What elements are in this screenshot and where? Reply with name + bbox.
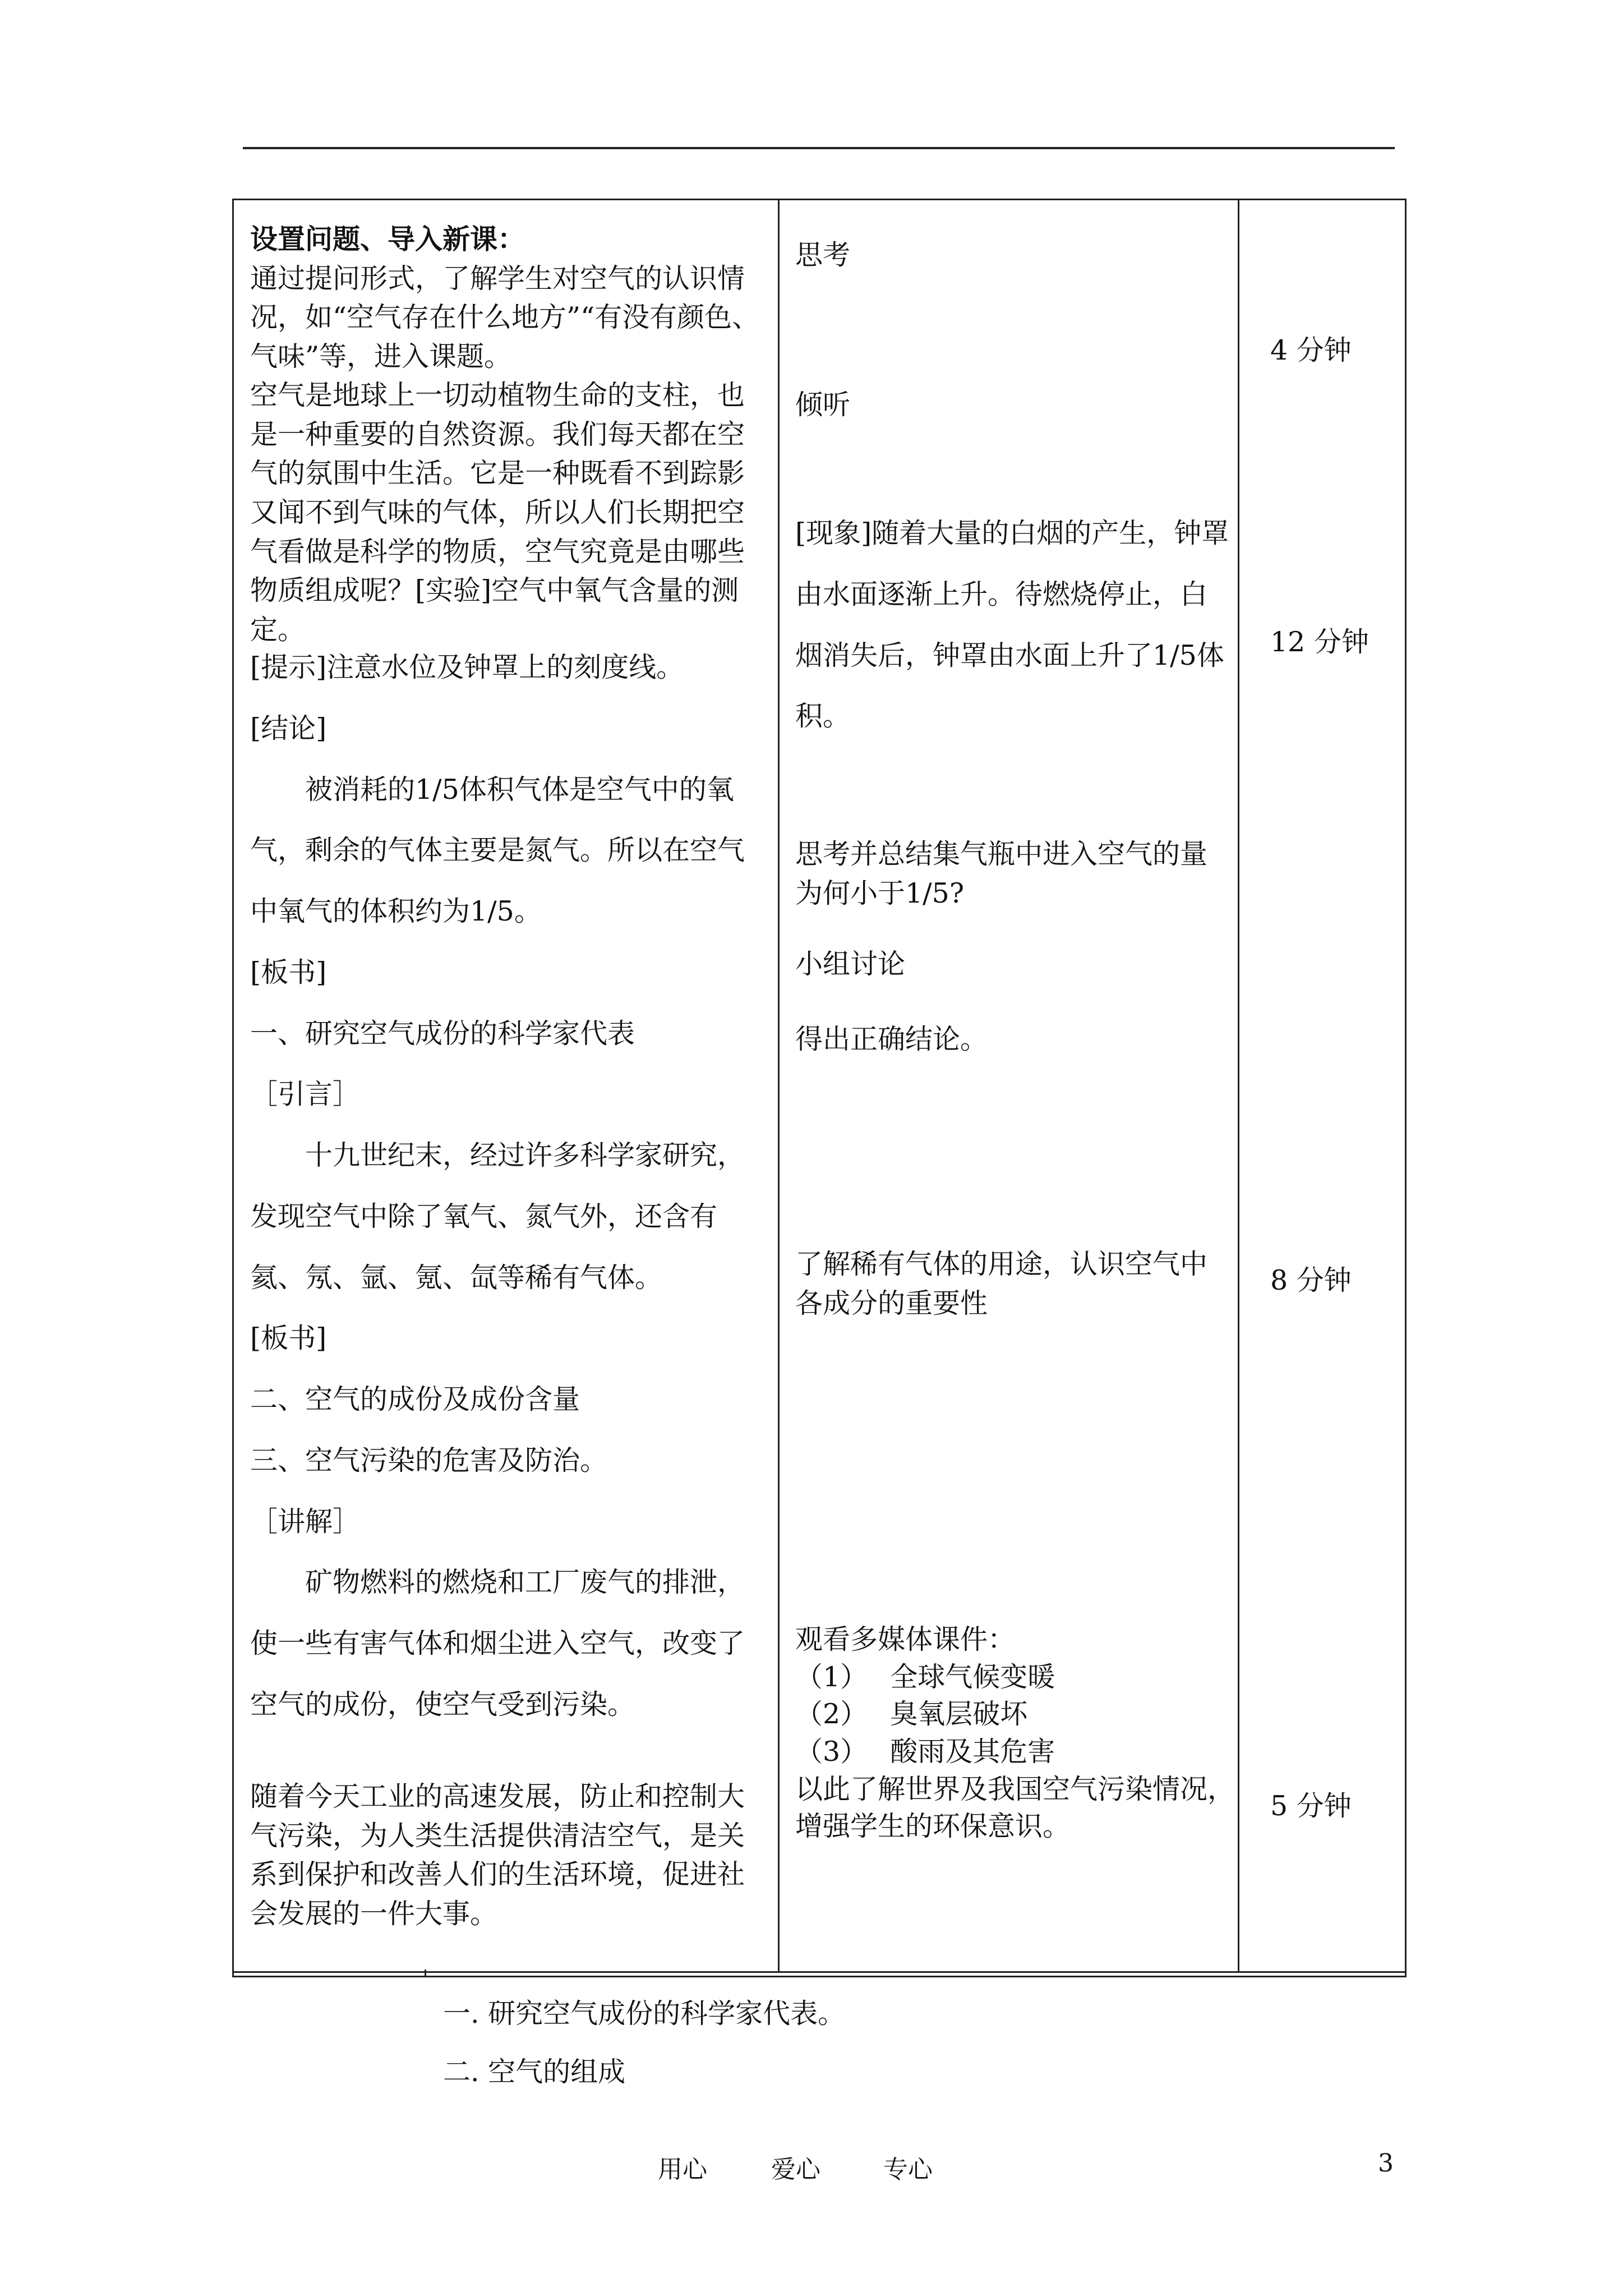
explain-label: ［讲解］	[250, 1505, 361, 1538]
reflect-text: 思考并总结集气瓶中进入空气的量为何小于1/5?	[795, 838, 1208, 909]
introduction-text: 十九世纪末，经过许多科学家研究，发现空气中除了氧气、氮气外，还含有氦、氖、氩、氪、氙等稀有气体。	[250, 1139, 745, 1294]
media-title: 观看多媒体课件：	[795, 1623, 1016, 1655]
summary-item-2: 二. 空气的组成	[443, 2056, 626, 2088]
summary-column-divider	[425, 1970, 426, 1977]
time-1: 4 分钟	[1270, 334, 1352, 366]
phenomenon-text: [现象]随着大量的白烟的产生，钟罩由水面逐渐上升。待燃烧停止，白烟消失后，钟罩由水面上升了1/5体积。	[795, 517, 1229, 733]
left-column	[250, 220, 769, 649]
footer-motto-2: 爱心	[771, 2155, 820, 2184]
page-number: 3	[1378, 2149, 1394, 2178]
time-3: 8 分钟	[1270, 1264, 1352, 1296]
media-item: （1） 全球气候变暖	[795, 1660, 1055, 1693]
summary-item-1: 一. 研究空气成份的科学家代表。	[443, 1998, 846, 2030]
footer-motto-1: 用心	[658, 2155, 707, 2184]
time-4: 5 分钟	[1270, 1790, 1352, 1822]
media-block	[795, 1621, 1238, 1846]
conclusion-text: 被消耗的1/5体积气体是空气中的氧气，剩余的气体主要是氮气。所以在空气中氧气的体积约为1/5。	[250, 773, 745, 928]
rare-gas-text: 了解稀有气体的用途，认识空气中各成分的重要性	[795, 1248, 1208, 1319]
board2-item-1: 二、空气的成份及成份含量	[250, 1383, 580, 1416]
introduction-label: ［引言］	[250, 1078, 361, 1111]
air-paragraph: 空气是地球上一切动植物生命的支柱，也是一种重要的自然资源。我们每天都在空气的氛围中生活。它是一种既看不到踪影又闻不到气味的气体，所以人们长期把空气看做是科学的物质，空气究竟是由哪些物质组成呢？[实验]空气中氧气含量的测定。	[250, 379, 745, 646]
section-heading: 设置问题、导入新课：	[250, 223, 525, 255]
hint-text: [提示]注意水位及钟罩上的刻度线。	[250, 651, 684, 683]
header-rule	[243, 147, 1395, 149]
column-divider-1	[778, 200, 780, 1971]
board1-label: [板书]	[250, 956, 327, 988]
media-summary: 以此了解世界及我国空气污染情况，增强学生的环保意识。	[795, 1773, 1235, 1843]
board1-text: 一、研究空气成份的科学家代表	[250, 1017, 635, 1050]
closing-paragraph: 随着今天工业的高速发展，防止和控制大气污染，为人类生活提供清洁空气，是关系到保护和改善人们的生活环境，促进社会发展的一件大事。	[250, 1780, 745, 1930]
left-column-lower	[250, 637, 769, 1736]
intro-paragraph: 通过提问形式，了解学生对空气的认识情况，如“空气存在什么地方”“有没有颜色、气味”等，进入课题。	[250, 262, 760, 372]
conclusion-label: [结论]	[250, 712, 327, 744]
result-text: 得出正确结论。	[795, 1023, 988, 1055]
group-discussion: 小组讨论	[795, 948, 906, 980]
board2-label: [板书]	[250, 1322, 327, 1355]
media-item: （3） 酸雨及其危害	[795, 1735, 1055, 1768]
media-item: （2） 臭氧层破坏	[795, 1698, 1028, 1731]
board2-item-2: 三、空气污染的危害及防治。	[250, 1444, 608, 1476]
think-text: 思考	[795, 239, 851, 271]
time-2: 12 分钟	[1270, 626, 1369, 658]
explain-text: 矿物燃料的燃烧和工厂废气的排泄，使一些有害气体和烟尘进入空气，改变了空气的成份，使空气受到污染。	[250, 1566, 745, 1721]
footer-motto-3: 专心	[883, 2155, 933, 2184]
row-divider	[234, 1971, 1407, 1973]
listen-text: 倾听	[795, 389, 851, 421]
